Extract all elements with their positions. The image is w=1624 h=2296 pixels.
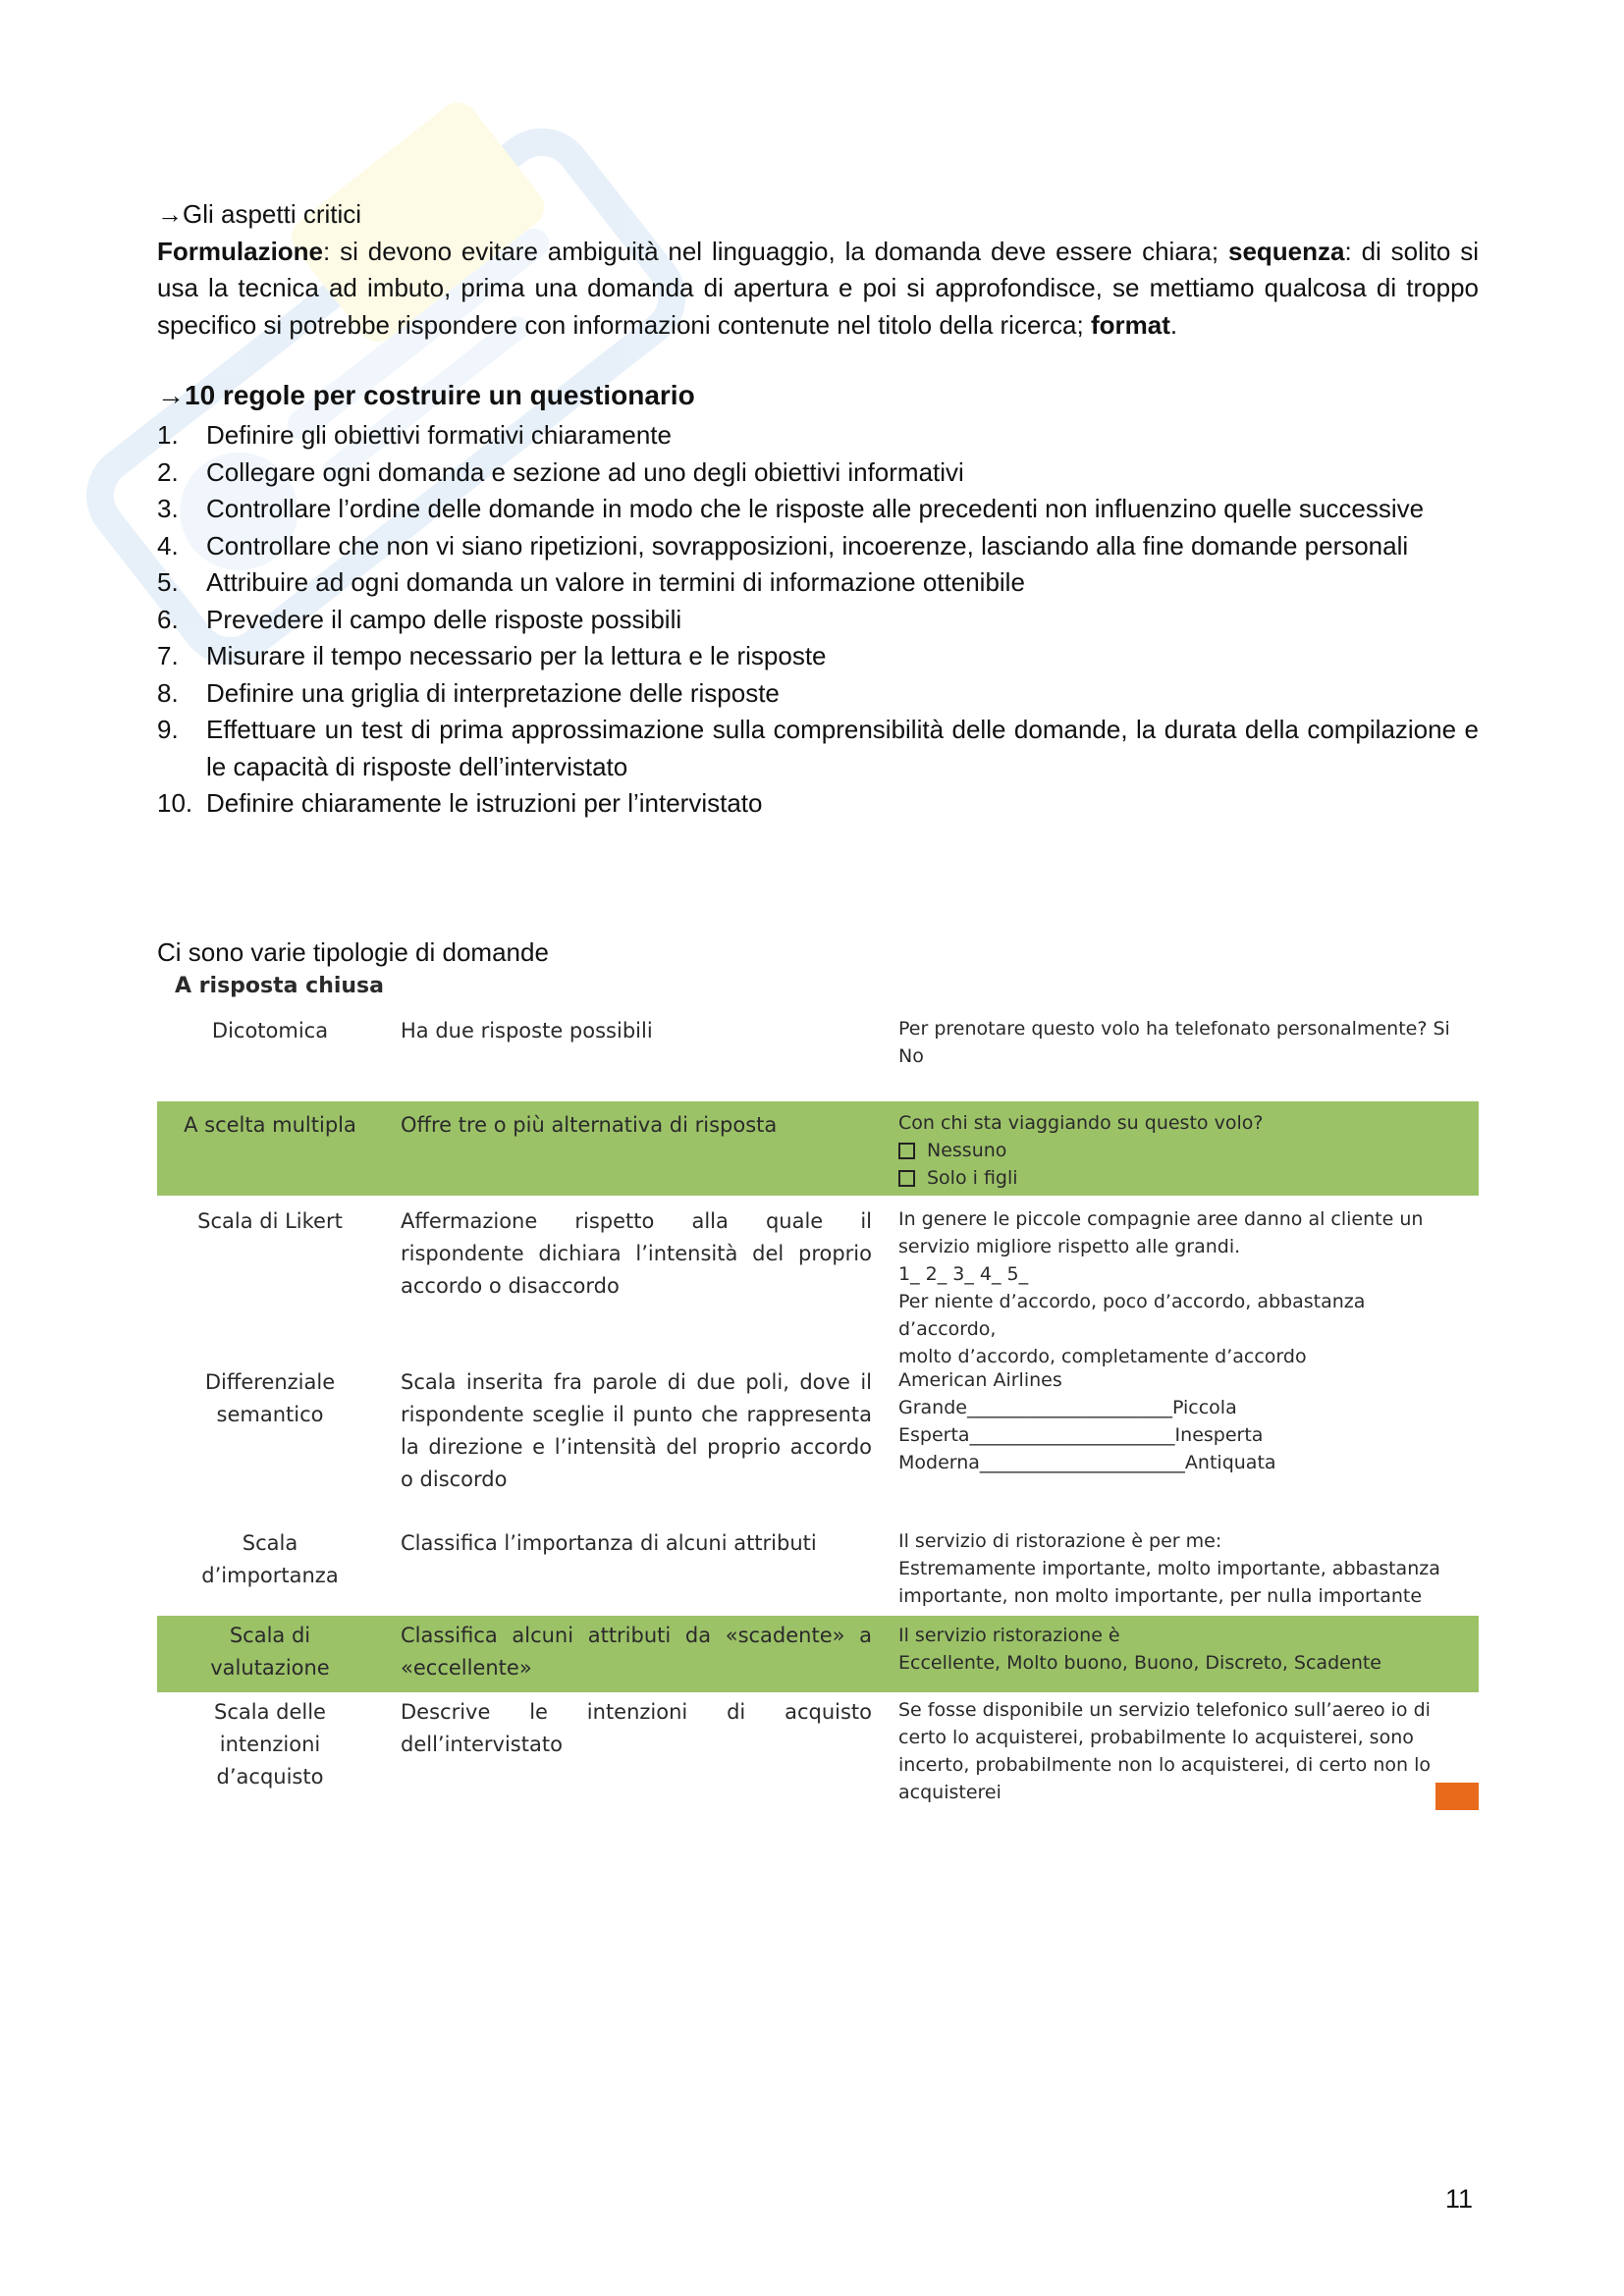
list-number: 10. xyxy=(157,788,193,818)
row-type-line: Differenziale xyxy=(204,1370,336,1394)
list-item xyxy=(157,602,1479,639)
list-text: Definire una griglia di interpretazione delle risposte xyxy=(206,677,780,708)
row-type xyxy=(157,1696,383,1793)
list-item xyxy=(157,528,1479,565)
list-number: 8. xyxy=(157,677,179,708)
row-example xyxy=(898,1015,1468,1070)
row-type-line: intenzioni xyxy=(219,1733,321,1756)
example-line: 1_ 2_ 3_ 4_ 5_ xyxy=(898,1263,1029,1285)
example-line: acquisterei xyxy=(898,1782,1001,1803)
list-text: Controllare l’ordine delle domande in modo che le risposte alle precedenti non influenzino quelle successive xyxy=(206,494,1425,523)
formulazione-label: Formulazione xyxy=(157,236,324,266)
option-label: Nessuno xyxy=(927,1140,1007,1161)
critical-aspects-title: Gli aspetti critici xyxy=(183,199,362,229)
row-description: Descrive le intenzioni di acquisto dell’intervistato xyxy=(401,1700,872,1756)
example-line: In genere le piccole compagnie aree danno al cliente un xyxy=(898,1208,1424,1230)
critical-aspects-paragraph xyxy=(157,234,1479,345)
list-number: 7. xyxy=(157,641,179,670)
list-item xyxy=(157,454,1479,492)
list-text: Effettuare un test di prima approssimazione sulla comprensibilità delle domande, la durata della compilazione e le capacità di risposte dell’intervistato xyxy=(206,715,1479,781)
list-text: Attribuire ad ogni domanda un valore in termini di informazione ottenibile xyxy=(206,567,1025,597)
format-label: format xyxy=(1090,309,1170,340)
row-type xyxy=(157,1366,383,1431)
row-type-line: valutazione xyxy=(210,1656,330,1680)
rules-title: 10 regole per costruire un questionario xyxy=(185,380,695,410)
row-type: A scelta multipla xyxy=(184,1113,356,1137)
formulazione-text: : si devono evitare ambiguità nel linguaggio, la domanda deve essere chiara; xyxy=(323,236,1228,266)
list-item xyxy=(157,785,1479,823)
row-type: Dicotomica xyxy=(211,1019,329,1042)
list-number: 5. xyxy=(157,567,179,597)
table-row xyxy=(157,1527,1479,1626)
row-type: Scala di Likert xyxy=(197,1209,343,1233)
list-item xyxy=(157,712,1479,785)
question-types-intro: Ci sono varie tipologie di domande xyxy=(157,937,549,967)
list-text: Controllare che non vi siano ripetizioni, sovrapposizioni, incoerenze, lasciando alla fine domande personali xyxy=(206,530,1409,561)
example-line: servizio migliore rispetto alle grandi. xyxy=(898,1236,1241,1257)
arrow-icon: → xyxy=(157,199,183,229)
row-example xyxy=(898,1109,1468,1192)
row-type-line: semantico xyxy=(216,1403,324,1426)
list-number: 9. xyxy=(157,715,179,744)
example-line: incerto, probabilmente non lo acquisterei, di certo non lo xyxy=(898,1754,1431,1776)
row-description: Scala inserita fra parole di due poli, dove il rispondente sceglie il punto che rappresenta la direzione e l’intensità del proprio accordo o discordo xyxy=(401,1370,872,1491)
example-line: Per prenotare questo volo ha telefonato personalmente? Si xyxy=(898,1018,1450,1040)
list-text: Collegare ogni domanda e sezione ad uno degli obiettivi informativi xyxy=(206,456,964,487)
example-line: Il servizio di ristorazione è per me: xyxy=(898,1530,1222,1552)
example-line: certo lo acquisterei, probabilmente lo acquisterei, sono xyxy=(898,1727,1414,1748)
table-row xyxy=(157,1007,1479,1086)
row-example xyxy=(898,1622,1468,1677)
row-description: Ha due risposte possibili xyxy=(401,1019,653,1042)
rules-list xyxy=(157,417,1479,823)
example-line: Esperta______________________Inesperta xyxy=(898,1424,1264,1446)
row-type-line: Scala di xyxy=(229,1624,311,1647)
example-line: Eccellente, Molto buono, Buono, Discreto, Scadente xyxy=(898,1652,1381,1674)
list-number: 4. xyxy=(157,530,179,561)
arrow-icon: → xyxy=(157,380,185,410)
list-number: 6. xyxy=(157,604,179,634)
critical-aspects-section xyxy=(157,196,1479,344)
example-line: Moderna______________________Antiquata xyxy=(898,1452,1276,1473)
list-text: Prevedere il campo delle risposte possibili xyxy=(206,604,682,634)
table-row xyxy=(157,1205,1479,1367)
row-description: Classifica alcuni attributi da «scadente» a «eccellente» xyxy=(401,1624,872,1680)
row-type xyxy=(157,1620,383,1684)
list-text: Definire chiaramente le istruzioni per l’intervistato xyxy=(206,788,763,818)
list-number: 3. xyxy=(157,494,179,523)
table-title: A risposta chiusa xyxy=(175,974,384,998)
row-example xyxy=(898,1696,1468,1806)
row-type-line: d’acquisto xyxy=(216,1765,324,1789)
list-item xyxy=(157,491,1479,528)
example-line: Per niente d’accordo, poco d’accordo, abbastanza d’accordo, xyxy=(898,1291,1366,1340)
row-description: Affermazione rispetto alla quale il rispondente dichiara l’intensità del proprio accordo o disaccordo xyxy=(401,1209,872,1298)
sequenza-label: sequenza xyxy=(1227,236,1345,266)
table-row xyxy=(157,1696,1479,1814)
list-text: Misurare il tempo necessario per la lettura e le risposte xyxy=(206,641,827,670)
row-description: Offre tre o più alternativa di risposta xyxy=(401,1113,778,1137)
row-example xyxy=(898,1366,1468,1476)
option-item xyxy=(898,1137,1468,1164)
list-item xyxy=(157,638,1479,675)
example-line: Il servizio ristorazione è xyxy=(898,1625,1120,1646)
list-item xyxy=(157,417,1479,454)
example-line: Grande______________________Piccola xyxy=(898,1397,1237,1418)
table-row xyxy=(157,1101,1479,1196)
row-type-line: Scala delle xyxy=(214,1700,326,1724)
row-example xyxy=(898,1527,1468,1610)
example-line: Estremamente importante, molto importante, abbastanza xyxy=(898,1558,1440,1579)
critical-aspects-heading xyxy=(157,196,1479,234)
example-line: American Airlines xyxy=(898,1369,1062,1391)
page-number: 11 xyxy=(1445,2184,1474,2214)
list-item xyxy=(157,564,1479,602)
row-type-line: Scala xyxy=(242,1531,298,1555)
table-row xyxy=(157,1616,1479,1692)
list-number: 1. xyxy=(157,420,179,450)
row-example xyxy=(898,1205,1468,1370)
list-item xyxy=(157,675,1479,713)
checkbox-icon xyxy=(898,1170,915,1187)
checkbox-icon xyxy=(898,1143,915,1159)
example-line: Se fosse disponibile un servizio telefonico sull’aereo io di xyxy=(898,1699,1431,1721)
row-type xyxy=(157,1527,383,1592)
example-line: No xyxy=(898,1045,924,1067)
table-row xyxy=(157,1366,1479,1514)
row-description: Classifica l’importanza di alcuni attributi xyxy=(401,1531,817,1555)
example-line: Con chi sta viaggiando su questo volo? xyxy=(898,1112,1264,1134)
row-type-line: d’importanza xyxy=(201,1564,339,1587)
example-line: molto d’accordo, completamente d’accordo xyxy=(898,1346,1307,1367)
rules-heading xyxy=(157,380,695,411)
option-item xyxy=(898,1164,1468,1192)
example-line: importante, non molto importante, per nulla importante xyxy=(898,1585,1423,1607)
sequenza-text: : di solito si usa la tecnica ad imbuto, prima una domanda di apertura e poi si approfondisce, se mettiamo qualcosa di troppo specifico si potrebbe rispondere con informazioni contenute nel titolo della ricerca; xyxy=(157,236,1479,340)
option-label: Solo i figli xyxy=(927,1167,1018,1189)
list-number: 2. xyxy=(157,456,179,487)
corner-accent xyxy=(1435,1783,1479,1810)
list-text: Definire gli obiettivi formativi chiaramente xyxy=(206,420,672,450)
paragraph-end: . xyxy=(1169,309,1178,340)
